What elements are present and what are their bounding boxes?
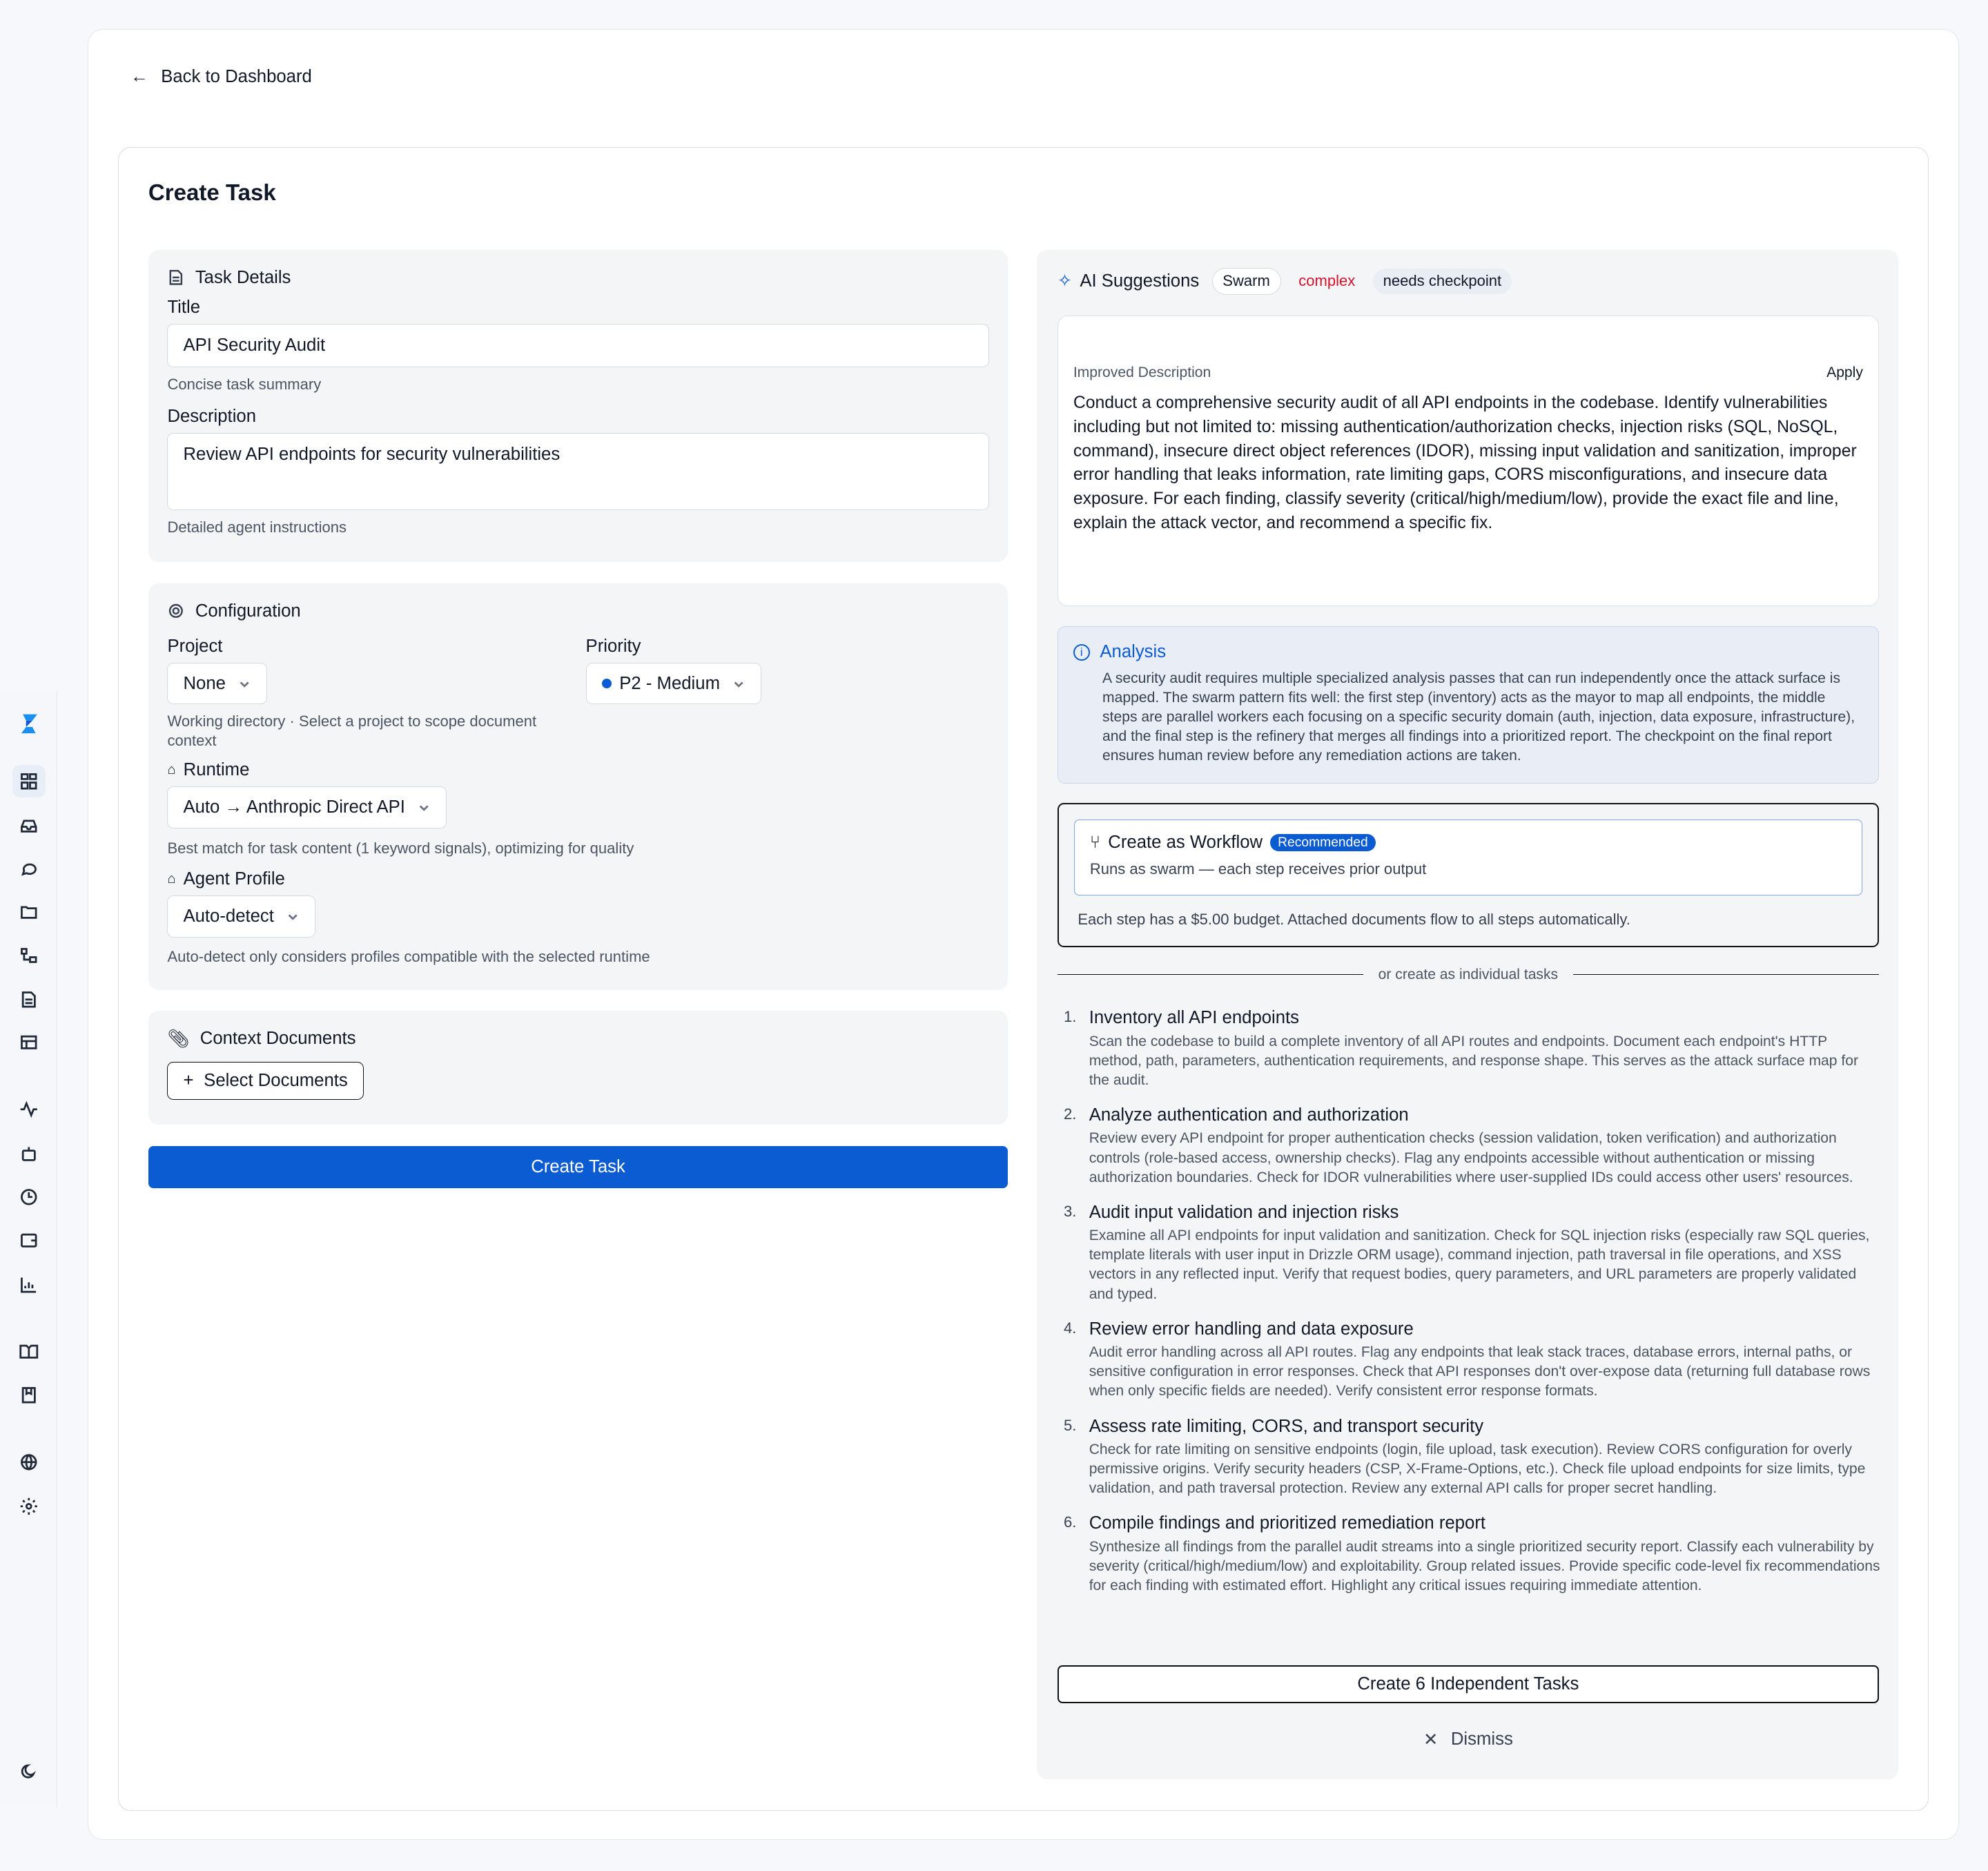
ai-suggestions-panel bbox=[1037, 250, 1898, 1779]
create-as-workflow-button[interactable] bbox=[1074, 820, 1862, 895]
workflow-title: Create as Workflow bbox=[1108, 833, 1263, 853]
dashboard-icon[interactable] bbox=[12, 765, 46, 798]
step-description: Examine all API endpoints for input validation and sanitization. Check for SQL injection risks (especially raw SQL queries, template literals with user input in Drizzle ORM usage), command injection, path traversal in file operations, and XSS vectors in any reflected input. Verify that request bodies, query parameters, and URL parameters are properly validated and typed. bbox=[1089, 1228, 1870, 1302]
arrow-left-icon: ← bbox=[130, 67, 148, 87]
task-details-section bbox=[148, 250, 1008, 562]
description-help: Detailed agent instructions bbox=[167, 518, 347, 536]
dismiss-label: Dismiss bbox=[1450, 1729, 1513, 1749]
divider bbox=[1058, 967, 1879, 983]
wallet-icon[interactable] bbox=[12, 1223, 46, 1257]
project-help: Working directory · Select a project to scope document context bbox=[167, 712, 537, 749]
section-heading: Configuration bbox=[195, 601, 301, 621]
description-textarea[interactable] bbox=[167, 433, 988, 510]
step-number: 6. bbox=[1063, 1513, 1077, 1531]
step-number: 1. bbox=[1063, 1008, 1077, 1026]
agent-profile-value: Auto-detect bbox=[183, 906, 274, 926]
step-title: Analyze authentication and authorization bbox=[1089, 1105, 1409, 1125]
workflows-icon[interactable] bbox=[12, 940, 46, 973]
chevron-down-icon bbox=[418, 801, 430, 813]
checkpoint-badge: needs checkpoint bbox=[1373, 269, 1512, 294]
bookmark-icon[interactable] bbox=[12, 1378, 46, 1411]
project-value: None bbox=[183, 673, 226, 693]
document-icon bbox=[167, 269, 185, 287]
settings-icon[interactable] bbox=[12, 1490, 46, 1523]
page-title: Create Task bbox=[148, 180, 276, 206]
analysis-title: Analysis bbox=[1100, 642, 1167, 662]
info-icon: i bbox=[1073, 644, 1090, 661]
step-number: 2. bbox=[1063, 1105, 1077, 1123]
step-number: 4. bbox=[1063, 1319, 1077, 1337]
step-number: 3. bbox=[1063, 1202, 1077, 1220]
agent-profile-select[interactable] bbox=[167, 895, 315, 938]
sidebar bbox=[0, 691, 57, 1807]
improved-description-label: Improved Description bbox=[1073, 365, 1211, 381]
gear-icon bbox=[167, 602, 185, 620]
globe-icon[interactable] bbox=[12, 1446, 46, 1479]
chevron-down-icon bbox=[238, 677, 251, 690]
step-description: Scan the codebase to build a complete inventory of all API routes and endpoints. Document each endpoint's HTTP method, path, parameters, authentication requirements, and response shape. This serves as the attack surface map for the audit. bbox=[1089, 1033, 1859, 1088]
step-number: 5. bbox=[1063, 1416, 1077, 1434]
dismiss-button[interactable] bbox=[1058, 1729, 1879, 1750]
priority-dot-icon bbox=[602, 679, 612, 689]
robot-icon: ⌂ bbox=[167, 871, 176, 886]
chat-icon[interactable] bbox=[12, 852, 46, 885]
back-to-dashboard-link[interactable] bbox=[130, 67, 312, 87]
step-item bbox=[1064, 1513, 1882, 1596]
step-item bbox=[1064, 1008, 1882, 1090]
context-documents-section bbox=[148, 1011, 1008, 1125]
improved-description-card bbox=[1058, 316, 1879, 606]
close-icon: ✕ bbox=[1423, 1730, 1439, 1750]
title-input[interactable] bbox=[167, 324, 988, 367]
workflow-option bbox=[1058, 803, 1879, 947]
runtime-value: Auto → Anthropic Direct API bbox=[183, 797, 405, 817]
documents-icon[interactable] bbox=[12, 982, 46, 1016]
clock-icon[interactable] bbox=[12, 1181, 46, 1214]
create-independent-tasks-button[interactable]: Create 6 Independent Tasks bbox=[1058, 1665, 1879, 1703]
project-label: Project bbox=[167, 636, 223, 656]
workflow-subtitle: Runs as swarm — each step receives prior output bbox=[1089, 860, 1427, 878]
apply-button[interactable]: Apply bbox=[1826, 365, 1863, 381]
priority-value: P2 - Medium bbox=[619, 673, 720, 693]
section-heading: Task Details bbox=[195, 267, 291, 287]
divider-label: or create as individual tasks bbox=[1378, 966, 1559, 982]
create-task-button[interactable]: Create Task bbox=[148, 1146, 1008, 1188]
step-item bbox=[1064, 1105, 1882, 1187]
agent-profile-help: Auto-detect only considers profiles compatible with the selected runtime bbox=[167, 948, 650, 966]
tables-icon[interactable] bbox=[12, 1026, 46, 1059]
logo-icon[interactable] bbox=[12, 708, 46, 741]
configuration-section bbox=[148, 583, 1008, 991]
step-description: Review every API endpoint for proper authentication checks (session validation, token verification) and authorization controls (role-based access, ownership checks). Flag any endpoints accessible without authentication or missing authorization boundaries. Check for IDOR vulnerabilities where user-supplied IDs could access other users' resources. bbox=[1089, 1130, 1853, 1185]
description-label: Description bbox=[167, 406, 257, 426]
title-help: Concise task summary bbox=[167, 375, 322, 393]
priority-label: Priority bbox=[585, 636, 641, 656]
git-branch-icon: ⑂ bbox=[1089, 833, 1101, 853]
analytics-icon[interactable] bbox=[12, 1268, 46, 1301]
step-description: Audit error handling across all API routes. Flag any endpoints that leak stack traces, database errors, internal paths, or sensitive configuration in error responses. Check that API responses don't over-expose data (returning full database rows when only specific fields are needed). Verify consistent error response formats. bbox=[1089, 1344, 1871, 1399]
projects-icon[interactable] bbox=[12, 895, 46, 929]
step-description: Synthesize all findings from the parallel audit streams into a single prioritized security report. Classify each vulnerability by severity (critical/high/medium/low) and exploitability. Group related issues. Provide specific code-level fix recommendations for each finding with estimated effort. Highlight any critical issues requiring immediate attention. bbox=[1089, 1538, 1880, 1594]
title-label: Title bbox=[167, 298, 201, 318]
analysis-text: A security audit requires multiple specialized analysis passes that can run independently once the attack surface is mapped. The swarm pattern fits well: the first step (inventory) acts as the mayor to map all endpoints, the middle steps are parallel workers each focusing on a specific security domain (auth, injection, data exposure, infrastructure), and the final step is the refinery that merges all findings into a prioritized report. The checkpoint on the final report ensures human review before any remediation actions are taken. bbox=[1102, 670, 1855, 764]
select-documents-button[interactable] bbox=[167, 1062, 363, 1100]
book-icon[interactable] bbox=[12, 1335, 46, 1368]
step-description: Check for rate limiting on sensitive endpoints (login, file upload, task execution). Review CORS configuration for overly permissive origins. Verify security headers (CSP, X-Frame-Options, etc.). Check file upload endpoints for size limits, type validation, and path traversal protection. Review any external API calls for proper secret handling. bbox=[1089, 1442, 1866, 1497]
step-title: Review error handling and data exposure bbox=[1089, 1319, 1414, 1339]
moon-icon[interactable] bbox=[12, 1755, 46, 1788]
analysis-box bbox=[1058, 626, 1879, 784]
step-title: Assess rate limiting, CORS, and transport security bbox=[1089, 1416, 1484, 1436]
step-title: Audit input validation and injection risks bbox=[1089, 1202, 1399, 1222]
inbox-icon[interactable] bbox=[12, 809, 46, 842]
paperclip-icon: 📎︎ bbox=[167, 1029, 191, 1049]
robot-icon: ⌂ bbox=[167, 762, 176, 778]
plus-icon: + bbox=[183, 1070, 194, 1090]
step-item bbox=[1064, 1319, 1882, 1402]
step-item bbox=[1064, 1417, 1882, 1499]
runtime-label: Runtime bbox=[183, 760, 250, 780]
title-value: API Security Audit bbox=[183, 336, 326, 356]
agent-profile-label: Agent Profile bbox=[183, 869, 285, 889]
select-documents-label: Select Documents bbox=[204, 1070, 348, 1090]
back-label: Back to Dashboard bbox=[161, 67, 312, 87]
ai-suggestions-heading: AI Suggestions bbox=[1080, 271, 1200, 291]
step-item bbox=[1064, 1203, 1882, 1304]
swarm-badge: Swarm bbox=[1212, 268, 1281, 295]
step-title: Inventory all API endpoints bbox=[1089, 1008, 1300, 1028]
agents-icon[interactable] bbox=[12, 1138, 46, 1171]
complex-badge: complex bbox=[1298, 272, 1356, 290]
chevron-down-icon bbox=[286, 910, 299, 922]
improved-description-text: Conduct a comprehensive security audit of all API endpoints in the codebase. Identify vulnerabilities including but not limited to: missing authentication/authorization checks, injection risks (SQL, NoSQL, command), insecure direct object references (IDOR), missing input validation and sanitization, improper error handling that leaks information, rate limiting gaps, CORS misconfigurations, and insecure data exposure. For each finding, classify severity (critical/high/medium/low), provide the exact file and line, explain the attack vector, and recommend a specific fix. bbox=[1073, 393, 1857, 533]
project-select[interactable] bbox=[167, 663, 266, 705]
step-title: Compile findings and prioritized remediation report bbox=[1089, 1513, 1486, 1533]
priority-select[interactable] bbox=[586, 663, 761, 705]
sparkles-icon: ✧ bbox=[1057, 271, 1073, 291]
runtime-help: Best match for task content (1 keyword signals), optimizing for quality bbox=[167, 839, 634, 857]
runtime-select[interactable] bbox=[167, 786, 446, 828]
workflow-note: Each step has a $5.00 budget. Attached documents flow to all steps automatically. bbox=[1078, 910, 1630, 928]
description-value: Review API endpoints for security vulnerabilities bbox=[183, 445, 561, 465]
chevron-down-icon bbox=[732, 677, 745, 690]
section-heading: Context Documents bbox=[199, 1029, 356, 1049]
activity-icon[interactable] bbox=[12, 1093, 46, 1126]
step-list bbox=[1064, 1008, 1882, 1611]
recommended-badge: Recommended bbox=[1270, 834, 1376, 852]
